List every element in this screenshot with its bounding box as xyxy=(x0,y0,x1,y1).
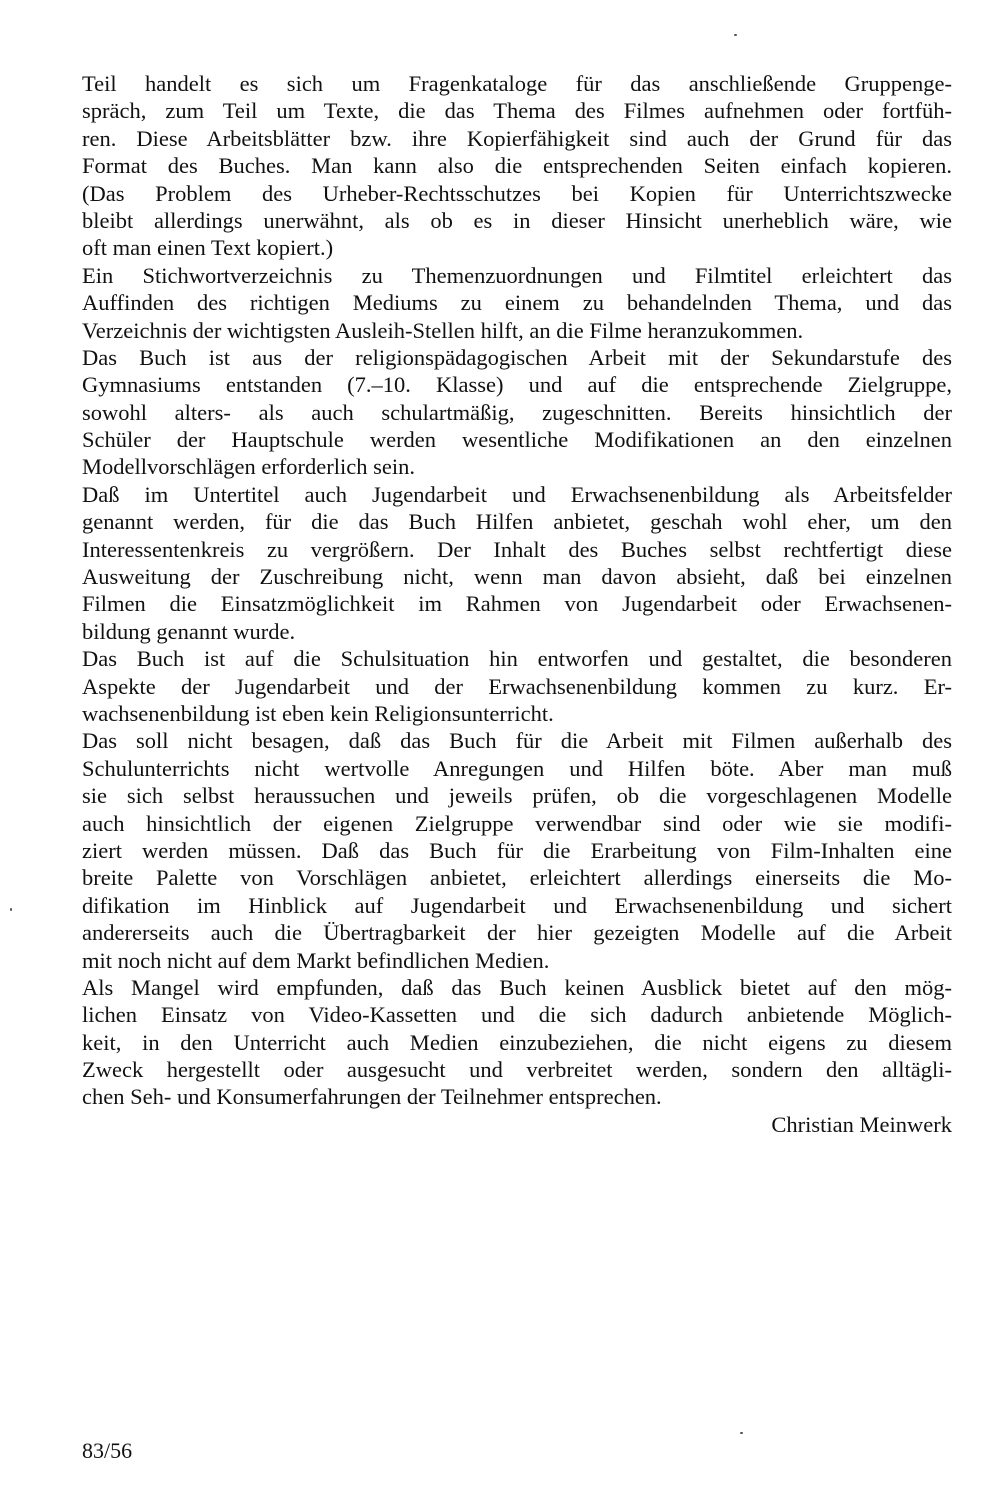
text-line: Das Buch ist auf die Schulsituation hin entworfen und gestaltet, die besonderen xyxy=(82,646,952,672)
text-line: genannt werden, für die das Buch Hilfen anbietet, geschah wohl eher, um den xyxy=(82,509,952,535)
paragraph xyxy=(82,344,952,481)
text-line: spräch, zum Teil um Texte, die das Thema des Filmes aufnehmen oder fortfüh- xyxy=(82,98,952,124)
text-line: (Das Problem des Urheber-Rechtsschutzes bei Kopien für Unterrichtszwecke xyxy=(82,180,952,206)
text-line: Teil handelt es sich um Fragenkataloge für das anschließende Gruppenge- xyxy=(82,71,952,96)
page-number: 83/56 xyxy=(82,1438,133,1463)
paragraph xyxy=(82,481,952,645)
paragraph xyxy=(82,645,952,727)
scan-speck xyxy=(734,34,737,36)
text-line: oft man einen Text kopiert.) xyxy=(82,235,334,261)
text-line: Gymnasiums entstanden (7.–10. Klasse) und auf die entsprechende Zielgruppe, xyxy=(82,372,952,398)
text-line: Modellvorschlägen erforderlich sein. xyxy=(82,454,416,480)
text-line: Format des Buches. Man kann also die entsprechenden Seiten einfach kopieren. xyxy=(82,153,952,179)
text-line: Daß im Untertitel auch Jugendarbeit und Erwachsenenbildung als Arbeitsfelder xyxy=(82,481,952,507)
text-line: lichen Einsatz von Video-Kassetten und die sich dadurch anbietende Möglich- xyxy=(82,1002,952,1028)
scan-speck xyxy=(10,908,12,911)
text-line: bildung genannt wurde. xyxy=(82,618,296,644)
text-line: auch hinsichtlich der eigenen Zielgruppe verwendbar sind oder wie sie modifi- xyxy=(82,810,952,836)
text-line: Interessentenkreis zu vergrößern. Der Inhalt des Buches selbst rechtfertigt diese xyxy=(82,536,952,562)
text-line: breite Palette von Vorschlägen anbietet, erleichtert allerdings einerseits die Mo- xyxy=(82,865,952,891)
paragraph xyxy=(82,727,952,974)
text-line: Zweck hergestellt oder ausgesucht und verbreitet werden, sondern den alltägli- xyxy=(82,1057,952,1083)
text-line: Verzeichnis der wichtigsten Ausleih-Stellen hilft, an die Filme heranzukommen. xyxy=(82,317,804,343)
text-line: bleibt allerdings unerwähnt, als ob es in dieser Hinsicht unerheblich wäre, wie xyxy=(82,207,952,233)
text-line: Das soll nicht besagen, daß das Buch für die Arbeit mit Filmen außerhalb des xyxy=(82,728,952,754)
text-line: difikation im Hinblick auf Jugendarbeit und Erwachsenenbildung und sichert xyxy=(82,892,952,918)
text-line: Als Mangel wird empfunden, daß das Buch keinen Ausblick bietet auf den mög- xyxy=(82,974,952,1000)
text-line: chen Seh- und Konsumerfahrungen der Teilnehmer entsprechen. xyxy=(82,1084,662,1110)
paragraph xyxy=(82,262,952,344)
paragraph xyxy=(82,974,952,1111)
text-line: Das Buch ist aus der religionspädagogischen Arbeit mit der Sekundarstufe des xyxy=(82,344,952,370)
text-line: Auffinden des richtigen Mediums zu einem zu behandelnden Thema, und das xyxy=(82,290,952,316)
author-signature: Christian Meinwerk xyxy=(771,1111,952,1137)
text-line: wachsenenbildung ist eben kein Religionsunterricht. xyxy=(82,700,554,726)
text-line: ren. Diese Arbeitsblätter bzw. ihre Kopierfähigkeit sind auch der Grund für das xyxy=(82,125,952,151)
text-line: sie sich selbst heraussuchen und jeweils prüfen, ob die vorgeschlagenen Modelle xyxy=(82,783,952,809)
text-line: Ausweitung der Zuschreibung nicht, wenn man davon absieht, daß bei einzelnen xyxy=(82,564,952,590)
text-line: Aspekte der Jugendarbeit und der Erwachsenenbildung kommen zu kurz. Er- xyxy=(82,673,952,699)
text-line: Filmen die Einsatzmöglichkeit im Rahmen von Jugendarbeit oder Erwachsenen- xyxy=(82,591,952,617)
text-line: ziert werden müssen. Daß das Buch für die Erarbeitung von Film-Inhalten eine xyxy=(82,837,952,863)
paragraph xyxy=(82,70,952,262)
text-line: Schüler der Hauptschule werden wesentliche Modifikationen an den einzelnen xyxy=(82,427,952,453)
text-line: andererseits auch die Übertragbarkeit der hier gezeigten Modelle auf die Arbeit xyxy=(82,920,952,946)
text-line: sowohl alters- als auch schulartmäßig, zugeschnitten. Bereits hinsichtlich der xyxy=(82,399,952,425)
text-line: Schulunterrichts nicht wertvolle Anregungen und Hilfen böte. Aber man muß xyxy=(82,755,952,781)
text-line: Ein Stichwortverzeichnis zu Themenzuordnungen und Filmtitel erleichtert das xyxy=(82,262,952,288)
text-line: mit noch nicht auf dem Markt befindlichen Medien. xyxy=(82,947,550,973)
scan-speck xyxy=(740,1432,743,1434)
article-body xyxy=(82,70,952,1138)
text-line: keit, in den Unterricht auch Medien einzubeziehen, die nicht eigens zu diesem xyxy=(82,1029,952,1055)
